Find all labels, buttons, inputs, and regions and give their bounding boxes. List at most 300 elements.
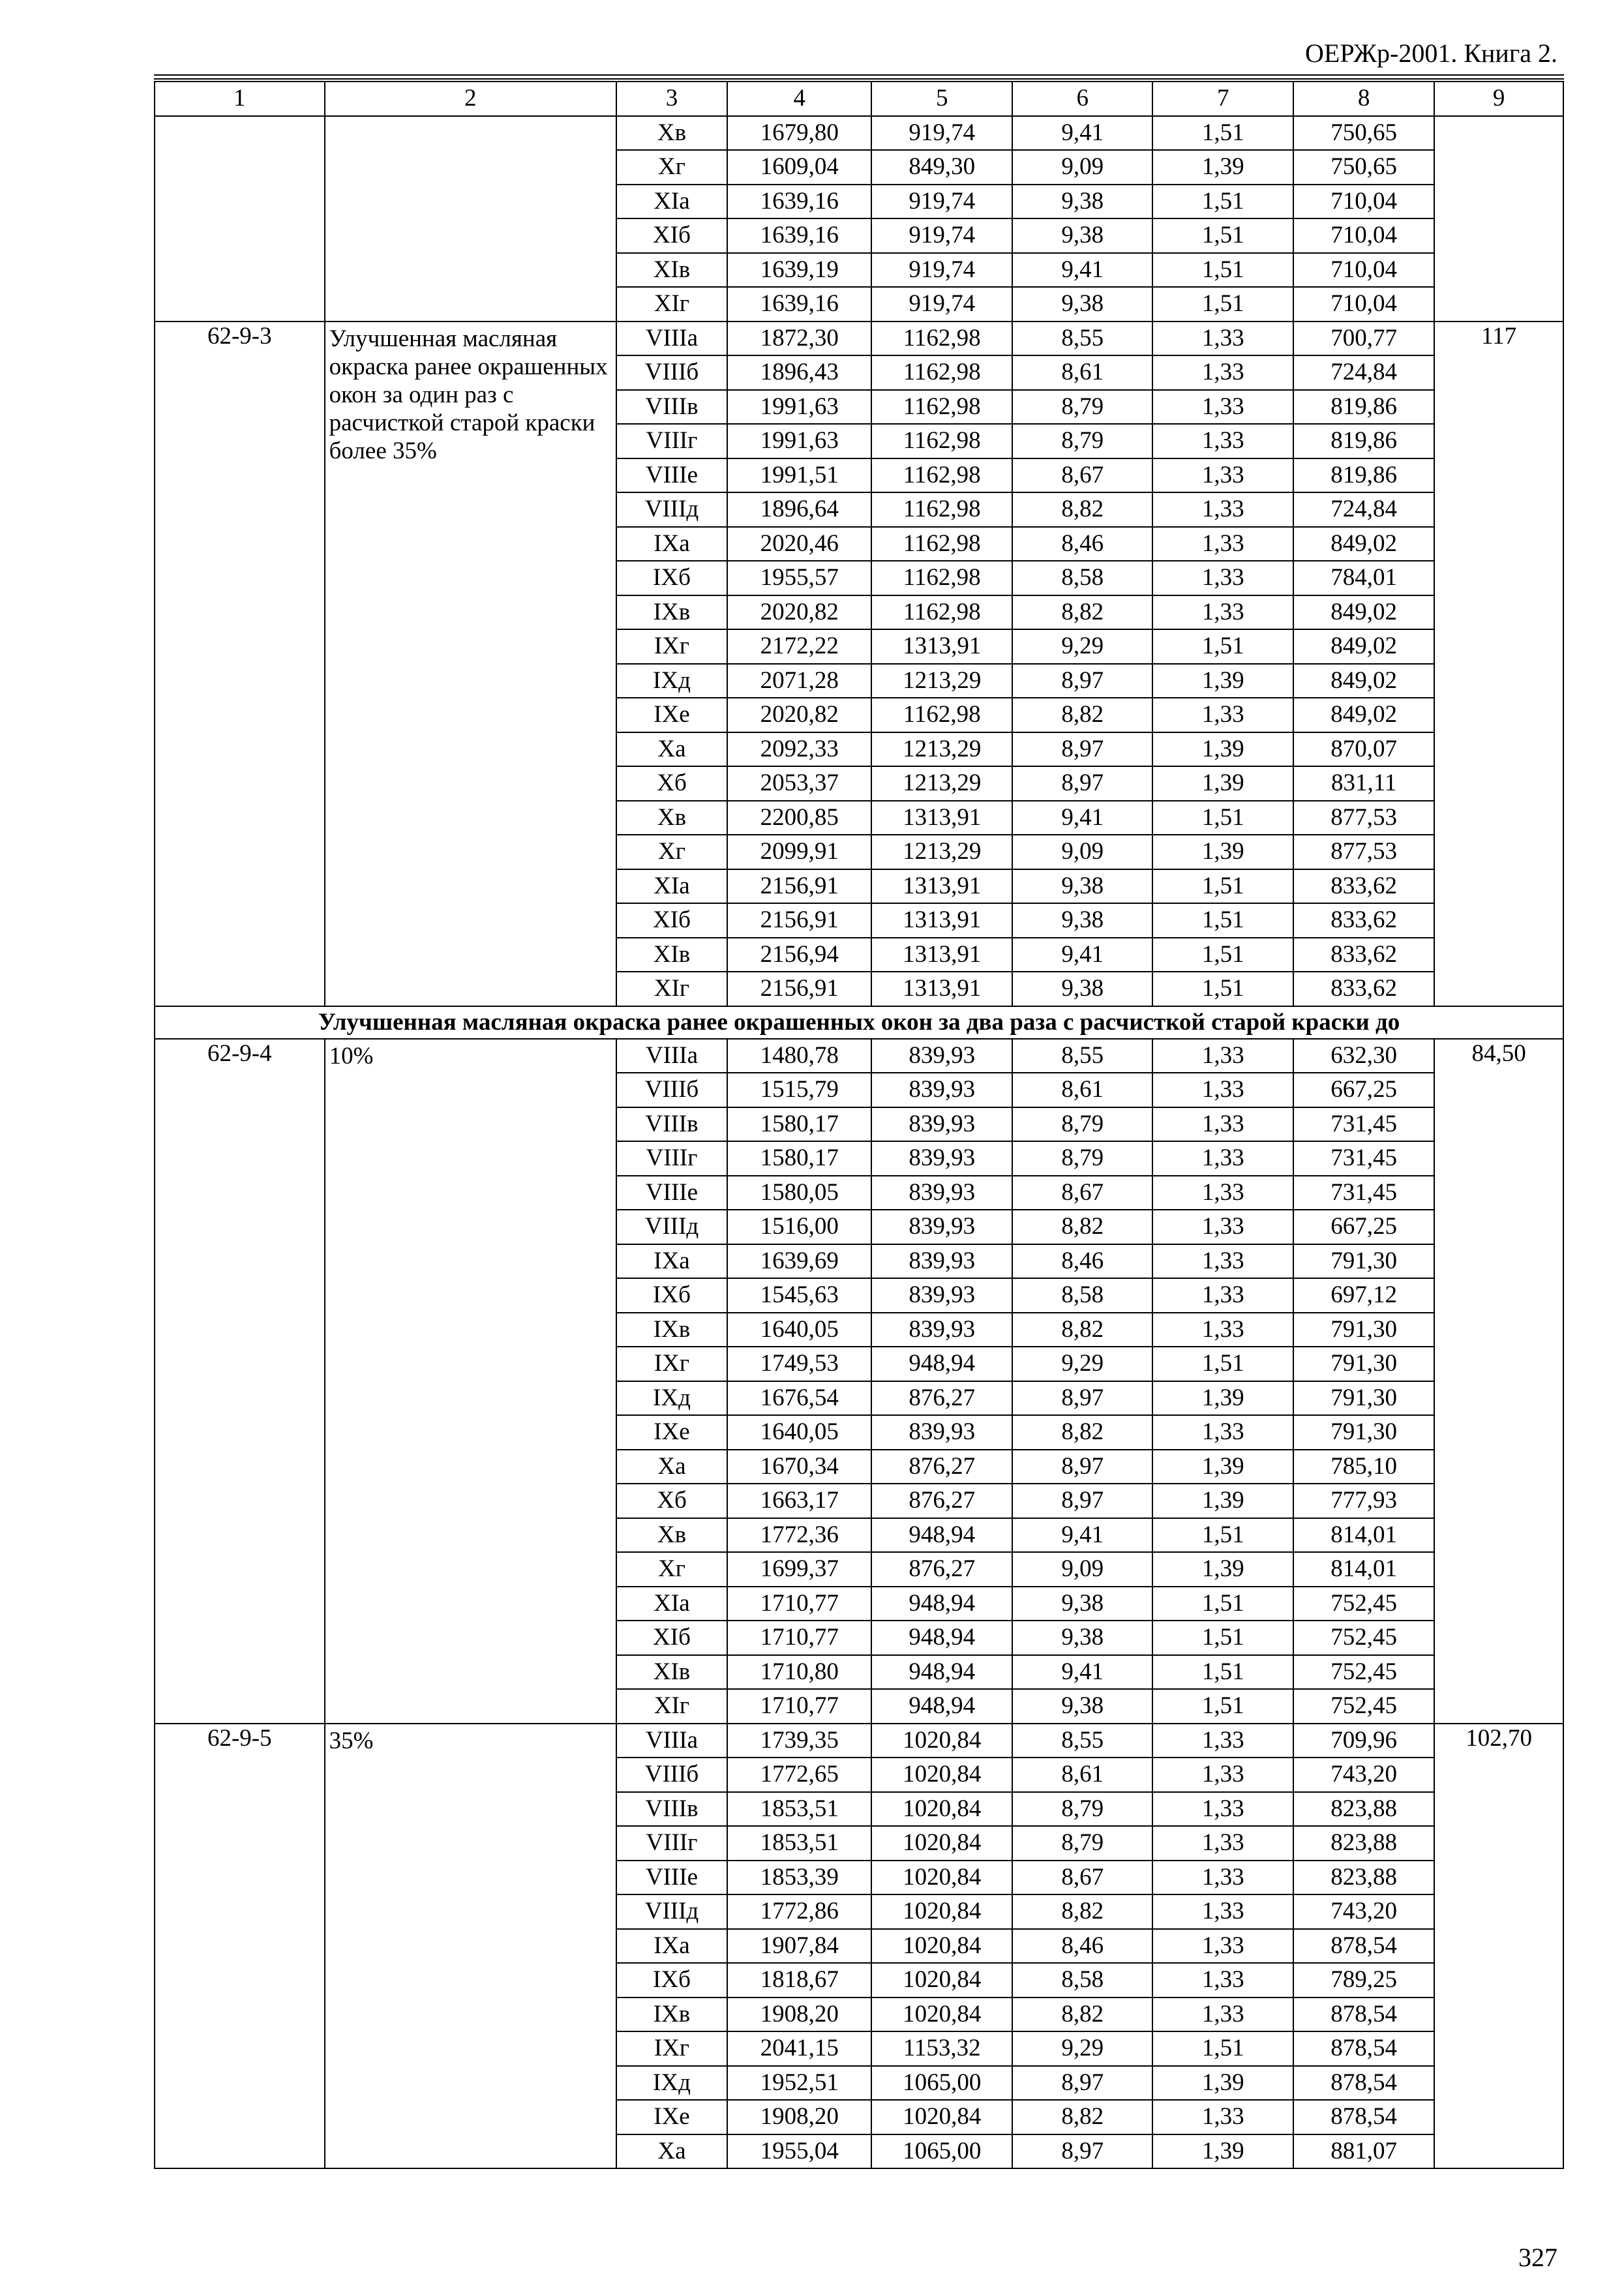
materials-cell: 697,12 bbox=[1293, 1278, 1434, 1313]
zone-cell: VIIIг bbox=[616, 424, 727, 458]
direct-costs-cell: 1739,35 bbox=[727, 1724, 871, 1758]
operator-wages-cell: 1,51 bbox=[1152, 938, 1293, 972]
zone-cell: XIг bbox=[616, 1689, 727, 1724]
zone-cell: VIIIв bbox=[616, 1792, 727, 1827]
direct-costs-cell: 2156,91 bbox=[727, 869, 871, 904]
operator-wages-cell: 1,39 bbox=[1152, 664, 1293, 698]
zone-cell: VIIIa bbox=[616, 322, 727, 356]
operator-wages-cell: 1,33 bbox=[1152, 492, 1293, 527]
column-number: 9 bbox=[1434, 82, 1563, 116]
zone-cell: IXг bbox=[616, 1347, 727, 1381]
wages-cell: 1162,98 bbox=[871, 390, 1012, 425]
zone-cell: VIIIг bbox=[616, 1826, 727, 1861]
materials-cell: 823,88 bbox=[1293, 1826, 1434, 1861]
materials-cell: 819,86 bbox=[1293, 390, 1434, 425]
materials-cell: 791,30 bbox=[1293, 1244, 1434, 1279]
zone-cell: XIб bbox=[616, 218, 727, 253]
wages-cell: 1020,84 bbox=[871, 1861, 1012, 1895]
machine-costs-cell: 9,41 bbox=[1012, 116, 1152, 151]
wages-cell: 1020,84 bbox=[871, 1997, 1012, 2032]
wages-cell: 948,94 bbox=[871, 1621, 1012, 1655]
materials-cell: 849,02 bbox=[1293, 595, 1434, 630]
materials-cell: 849,02 bbox=[1293, 698, 1434, 732]
direct-costs-cell: 1639,69 bbox=[727, 1244, 871, 1279]
materials-cell: 878,54 bbox=[1293, 2031, 1434, 2066]
operator-wages-cell: 1,33 bbox=[1152, 1415, 1293, 1450]
zone-cell: XIв bbox=[616, 938, 727, 972]
wages-cell: 839,93 bbox=[871, 1244, 1012, 1279]
zone-cell: VIIIe bbox=[616, 1176, 727, 1210]
machine-costs-cell: 9,09 bbox=[1012, 835, 1152, 869]
item-description bbox=[325, 116, 616, 322]
wages-cell: 1162,98 bbox=[871, 595, 1012, 630]
materials-cell: 877,53 bbox=[1293, 801, 1434, 835]
machine-costs-cell: 8,97 bbox=[1012, 2066, 1152, 2101]
zone-cell: IXa bbox=[616, 527, 727, 561]
direct-costs-cell: 2200,85 bbox=[727, 801, 871, 835]
operator-wages-cell: 1,51 bbox=[1152, 972, 1293, 1006]
materials-cell: 833,62 bbox=[1293, 972, 1434, 1006]
machine-costs-cell: 9,41 bbox=[1012, 938, 1152, 972]
wages-cell: 1313,91 bbox=[871, 629, 1012, 664]
zone-cell: VIIIa bbox=[616, 1039, 727, 1073]
direct-costs-cell: 1772,36 bbox=[727, 1518, 871, 1553]
section-title: Улучшенная масляная окраска ранее окрашенных окон за два раза с расчисткой старой краски до bbox=[155, 1006, 1563, 1039]
wages-cell: 839,93 bbox=[871, 1313, 1012, 1347]
column-number: 6 bbox=[1012, 82, 1152, 116]
zone-cell: Хг bbox=[616, 1552, 727, 1587]
zone-cell: IXб bbox=[616, 561, 727, 595]
operator-wages-cell: 1,33 bbox=[1152, 1826, 1293, 1861]
direct-costs-cell: 2053,37 bbox=[727, 766, 871, 801]
operator-wages-cell: 1,33 bbox=[1152, 1313, 1293, 1347]
operator-wages-cell: 1,33 bbox=[1152, 1176, 1293, 1210]
zone-cell: IXд bbox=[616, 1381, 727, 1416]
machine-costs-cell: 9,41 bbox=[1012, 801, 1152, 835]
materials-cell: 700,77 bbox=[1293, 322, 1434, 356]
zone-cell: Xa bbox=[616, 732, 727, 767]
materials-cell: 789,25 bbox=[1293, 1963, 1434, 1997]
direct-costs-cell: 1991,63 bbox=[727, 424, 871, 458]
direct-costs-cell: 2020,82 bbox=[727, 698, 871, 732]
item-code bbox=[155, 116, 325, 322]
machine-costs-cell: 9,29 bbox=[1012, 1347, 1152, 1381]
zone-cell: XIб bbox=[616, 1621, 727, 1655]
machine-costs-cell: 8,55 bbox=[1012, 1039, 1152, 1073]
machine-costs-cell: 9,41 bbox=[1012, 1655, 1152, 1690]
machine-costs-cell: 9,38 bbox=[1012, 1689, 1152, 1724]
wages-cell: 1162,98 bbox=[871, 458, 1012, 493]
wages-cell: 839,93 bbox=[871, 1210, 1012, 1244]
operator-wages-cell: 1,51 bbox=[1152, 1347, 1293, 1381]
wages-cell: 1313,91 bbox=[871, 903, 1012, 938]
machine-costs-cell: 8,55 bbox=[1012, 322, 1152, 356]
machine-costs-cell: 8,97 bbox=[1012, 1381, 1152, 1416]
direct-costs-cell: 1663,17 bbox=[727, 1484, 871, 1518]
operator-wages-cell: 1,51 bbox=[1152, 1621, 1293, 1655]
machine-costs-cell: 8,97 bbox=[1012, 1484, 1152, 1518]
operator-wages-cell: 1,51 bbox=[1152, 2031, 1293, 2066]
column-number: 1 bbox=[155, 82, 325, 116]
direct-costs-cell: 2020,82 bbox=[727, 595, 871, 630]
price-table-container bbox=[154, 81, 1564, 2169]
materials-cell: 878,54 bbox=[1293, 1929, 1434, 1964]
operator-wages-cell: 1,33 bbox=[1152, 561, 1293, 595]
operator-wages-cell: 1,33 bbox=[1152, 698, 1293, 732]
wages-cell: 1213,29 bbox=[871, 732, 1012, 767]
direct-costs-cell: 1896,43 bbox=[727, 355, 871, 390]
zone-cell: VIIIв bbox=[616, 1107, 727, 1142]
wages-cell: 1020,84 bbox=[871, 1724, 1012, 1758]
direct-costs-cell: 2020,46 bbox=[727, 527, 871, 561]
wages-cell: 839,93 bbox=[871, 1039, 1012, 1073]
zone-cell: VIIIб bbox=[616, 1758, 727, 1792]
wages-cell: 1313,91 bbox=[871, 869, 1012, 904]
wages-cell: 1153,32 bbox=[871, 2031, 1012, 2066]
direct-costs-cell: 1639,16 bbox=[727, 287, 871, 322]
direct-costs-cell: 2041,15 bbox=[727, 2031, 871, 2066]
wages-cell: 1065,00 bbox=[871, 2134, 1012, 2169]
wages-cell: 1162,98 bbox=[871, 492, 1012, 527]
direct-costs-cell: 2156,91 bbox=[727, 903, 871, 938]
direct-costs-cell: 1679,80 bbox=[727, 116, 871, 151]
materials-cell: 710,04 bbox=[1293, 218, 1434, 253]
materials-cell: 819,86 bbox=[1293, 458, 1434, 493]
zone-cell: Хв bbox=[616, 801, 727, 835]
machine-costs-cell: 8,82 bbox=[1012, 595, 1152, 630]
materials-cell: 724,84 bbox=[1293, 355, 1434, 390]
materials-cell: 667,25 bbox=[1293, 1210, 1434, 1244]
zone-cell: VIIIд bbox=[616, 1210, 727, 1244]
zone-cell: IXб bbox=[616, 1278, 727, 1313]
wages-cell: 1020,84 bbox=[871, 1963, 1012, 1997]
zone-cell: Хв bbox=[616, 1518, 727, 1553]
unit-price: 102,70 bbox=[1434, 1724, 1563, 2169]
zone-cell: Хг bbox=[616, 150, 727, 185]
machine-costs-cell: 8,58 bbox=[1012, 1278, 1152, 1313]
zone-cell: IXa bbox=[616, 1244, 727, 1279]
wages-cell: 948,94 bbox=[871, 1655, 1012, 1690]
machine-costs-cell: 8,79 bbox=[1012, 1792, 1152, 1827]
materials-cell: 724,84 bbox=[1293, 492, 1434, 527]
zone-cell: IXг bbox=[616, 629, 727, 664]
materials-cell: 731,45 bbox=[1293, 1176, 1434, 1210]
machine-costs-cell: 8,46 bbox=[1012, 527, 1152, 561]
wages-cell: 876,27 bbox=[871, 1484, 1012, 1518]
zone-cell: IXб bbox=[616, 1963, 727, 1997]
materials-cell: 878,54 bbox=[1293, 2100, 1434, 2134]
wages-cell: 919,74 bbox=[871, 218, 1012, 253]
direct-costs-cell: 1907,84 bbox=[727, 1929, 871, 1964]
page-number: 327 bbox=[1518, 2243, 1557, 2272]
materials-cell: 870,07 bbox=[1293, 732, 1434, 767]
wages-cell: 1162,98 bbox=[871, 322, 1012, 356]
zone-cell: Хв bbox=[616, 116, 727, 151]
zone-cell: IXe bbox=[616, 2100, 727, 2134]
machine-costs-cell: 8,82 bbox=[1012, 698, 1152, 732]
wages-cell: 948,94 bbox=[871, 1587, 1012, 1621]
machine-costs-cell: 8,67 bbox=[1012, 1176, 1152, 1210]
zone-cell: VIIIб bbox=[616, 355, 727, 390]
machine-costs-cell: 9,38 bbox=[1012, 972, 1152, 1006]
operator-wages-cell: 1,33 bbox=[1152, 1141, 1293, 1176]
machine-costs-cell: 8,46 bbox=[1012, 1929, 1152, 1964]
table-body bbox=[155, 116, 1563, 2169]
machine-costs-cell: 8,82 bbox=[1012, 492, 1152, 527]
operator-wages-cell: 1,51 bbox=[1152, 629, 1293, 664]
materials-cell: 878,54 bbox=[1293, 1997, 1434, 2032]
wages-cell: 948,94 bbox=[871, 1518, 1012, 1553]
materials-cell: 667,25 bbox=[1293, 1073, 1434, 1107]
wages-cell: 1162,98 bbox=[871, 527, 1012, 561]
wages-cell: 839,93 bbox=[871, 1073, 1012, 1107]
wages-cell: 1020,84 bbox=[871, 2100, 1012, 2134]
materials-cell: 849,02 bbox=[1293, 629, 1434, 664]
direct-costs-cell: 1955,04 bbox=[727, 2134, 871, 2169]
section-title-row bbox=[155, 1006, 1563, 1039]
wages-cell: 919,74 bbox=[871, 185, 1012, 219]
zone-cell: IXe bbox=[616, 698, 727, 732]
zone-cell: IXд bbox=[616, 664, 727, 698]
materials-cell: 752,45 bbox=[1293, 1621, 1434, 1655]
materials-cell: 784,01 bbox=[1293, 561, 1434, 595]
operator-wages-cell: 1,51 bbox=[1152, 1518, 1293, 1553]
item-code: 62-9-3 bbox=[155, 322, 325, 1006]
wages-cell: 876,27 bbox=[871, 1381, 1012, 1416]
materials-cell: 791,30 bbox=[1293, 1381, 1434, 1416]
zone-cell: VIIIд bbox=[616, 1894, 727, 1929]
direct-costs-cell: 2099,91 bbox=[727, 835, 871, 869]
machine-costs-cell: 8,55 bbox=[1012, 1724, 1152, 1758]
direct-costs-cell: 1710,80 bbox=[727, 1655, 871, 1690]
machine-costs-cell: 9,09 bbox=[1012, 1552, 1152, 1587]
direct-costs-cell: 1545,63 bbox=[727, 1278, 871, 1313]
zone-cell: XIг bbox=[616, 972, 727, 1006]
wages-cell: 948,94 bbox=[871, 1689, 1012, 1724]
materials-cell: 750,65 bbox=[1293, 150, 1434, 185]
wages-cell: 1020,84 bbox=[871, 1758, 1012, 1792]
machine-costs-cell: 9,38 bbox=[1012, 287, 1152, 322]
operator-wages-cell: 1,51 bbox=[1152, 869, 1293, 904]
materials-cell: 743,20 bbox=[1293, 1894, 1434, 1929]
wages-cell: 948,94 bbox=[871, 1347, 1012, 1381]
direct-costs-cell: 1639,19 bbox=[727, 253, 871, 288]
zone-cell: VIIIд bbox=[616, 492, 727, 527]
machine-costs-cell: 8,82 bbox=[1012, 1313, 1152, 1347]
direct-costs-cell: 1640,05 bbox=[727, 1415, 871, 1450]
machine-costs-cell: 8,97 bbox=[1012, 2134, 1152, 2169]
direct-costs-cell: 1670,34 bbox=[727, 1450, 871, 1484]
operator-wages-cell: 1,39 bbox=[1152, 1484, 1293, 1518]
operator-wages-cell: 1,51 bbox=[1152, 185, 1293, 219]
operator-wages-cell: 1,39 bbox=[1152, 150, 1293, 185]
direct-costs-cell: 1609,04 bbox=[727, 150, 871, 185]
wages-cell: 1313,91 bbox=[871, 801, 1012, 835]
table-row bbox=[155, 322, 1563, 356]
wages-cell: 1162,98 bbox=[871, 561, 1012, 595]
machine-costs-cell: 8,67 bbox=[1012, 458, 1152, 493]
wages-cell: 1162,98 bbox=[871, 698, 1012, 732]
zone-cell: XIa bbox=[616, 869, 727, 904]
materials-cell: 823,88 bbox=[1293, 1792, 1434, 1827]
machine-costs-cell: 8,61 bbox=[1012, 1758, 1152, 1792]
operator-wages-cell: 1,39 bbox=[1152, 766, 1293, 801]
operator-wages-cell: 1,33 bbox=[1152, 1244, 1293, 1279]
direct-costs-cell: 1896,64 bbox=[727, 492, 871, 527]
direct-costs-cell: 2092,33 bbox=[727, 732, 871, 767]
direct-costs-cell: 1639,16 bbox=[727, 185, 871, 219]
item-code: 62-9-5 bbox=[155, 1724, 325, 2169]
direct-costs-cell: 1853,51 bbox=[727, 1826, 871, 1861]
operator-wages-cell: 1,33 bbox=[1152, 390, 1293, 425]
direct-costs-cell: 1676,54 bbox=[727, 1381, 871, 1416]
machine-costs-cell: 9,38 bbox=[1012, 903, 1152, 938]
materials-cell: 632,30 bbox=[1293, 1039, 1434, 1073]
zone-cell: Хг bbox=[616, 835, 727, 869]
machine-costs-cell: 8,79 bbox=[1012, 1826, 1152, 1861]
operator-wages-cell: 1,51 bbox=[1152, 801, 1293, 835]
wages-cell: 1020,84 bbox=[871, 1826, 1012, 1861]
operator-wages-cell: 1,39 bbox=[1152, 1450, 1293, 1484]
wages-cell: 1313,91 bbox=[871, 972, 1012, 1006]
operator-wages-cell: 1,51 bbox=[1152, 903, 1293, 938]
operator-wages-cell: 1,33 bbox=[1152, 1792, 1293, 1827]
operator-wages-cell: 1,33 bbox=[1152, 1929, 1293, 1964]
materials-cell: 750,65 bbox=[1293, 116, 1434, 151]
machine-costs-cell: 9,41 bbox=[1012, 253, 1152, 288]
column-number-row bbox=[155, 82, 1563, 116]
direct-costs-cell: 1772,86 bbox=[727, 1894, 871, 1929]
materials-cell: 823,88 bbox=[1293, 1861, 1434, 1895]
materials-cell: 833,62 bbox=[1293, 869, 1434, 904]
zone-cell: Xб bbox=[616, 1484, 727, 1518]
operator-wages-cell: 1,33 bbox=[1152, 595, 1293, 630]
direct-costs-cell: 1772,65 bbox=[727, 1758, 871, 1792]
direct-costs-cell: 2071,28 bbox=[727, 664, 871, 698]
operator-wages-cell: 1,39 bbox=[1152, 835, 1293, 869]
operator-wages-cell: 1,33 bbox=[1152, 1894, 1293, 1929]
zone-cell: Xб bbox=[616, 766, 727, 801]
zone-cell: VIIIe bbox=[616, 458, 727, 493]
zone-cell: XIa bbox=[616, 185, 727, 219]
wages-cell: 1213,29 bbox=[871, 766, 1012, 801]
direct-costs-cell: 1580,05 bbox=[727, 1176, 871, 1210]
machine-costs-cell: 9,29 bbox=[1012, 2031, 1152, 2066]
materials-cell: 833,62 bbox=[1293, 903, 1434, 938]
operator-wages-cell: 1,33 bbox=[1152, 1997, 1293, 2032]
direct-costs-cell: 1699,37 bbox=[727, 1552, 871, 1587]
operator-wages-cell: 1,39 bbox=[1152, 1552, 1293, 1587]
direct-costs-cell: 1853,51 bbox=[727, 1792, 871, 1827]
materials-cell: 819,86 bbox=[1293, 424, 1434, 458]
materials-cell: 791,30 bbox=[1293, 1415, 1434, 1450]
materials-cell: 709,96 bbox=[1293, 1724, 1434, 1758]
zone-cell: Xa bbox=[616, 1450, 727, 1484]
machine-costs-cell: 9,38 bbox=[1012, 218, 1152, 253]
operator-wages-cell: 1,39 bbox=[1152, 2066, 1293, 2101]
machine-costs-cell: 8,82 bbox=[1012, 1997, 1152, 2032]
direct-costs-cell: 1710,77 bbox=[727, 1621, 871, 1655]
operator-wages-cell: 1,33 bbox=[1152, 1210, 1293, 1244]
operator-wages-cell: 1,51 bbox=[1152, 1587, 1293, 1621]
operator-wages-cell: 1,51 bbox=[1152, 116, 1293, 151]
wages-cell: 919,74 bbox=[871, 253, 1012, 288]
direct-costs-cell: 1710,77 bbox=[727, 1689, 871, 1724]
machine-costs-cell: 8,82 bbox=[1012, 1894, 1152, 1929]
machine-costs-cell: 8,46 bbox=[1012, 1244, 1152, 1279]
zone-cell: VIIIe bbox=[616, 1861, 727, 1895]
header-rule-bottom bbox=[154, 78, 1564, 80]
direct-costs-cell: 2172,22 bbox=[727, 629, 871, 664]
zone-cell: IXa bbox=[616, 1929, 727, 1964]
operator-wages-cell: 1,51 bbox=[1152, 1655, 1293, 1690]
materials-cell: 777,93 bbox=[1293, 1484, 1434, 1518]
materials-cell: 877,53 bbox=[1293, 835, 1434, 869]
operator-wages-cell: 1,33 bbox=[1152, 1758, 1293, 1792]
machine-costs-cell: 8,79 bbox=[1012, 1107, 1152, 1142]
zone-cell: IXд bbox=[616, 2066, 727, 2101]
zone-cell: XIa bbox=[616, 1587, 727, 1621]
table-row bbox=[155, 1039, 1563, 1073]
materials-cell: 881,07 bbox=[1293, 2134, 1434, 2169]
wages-cell: 839,93 bbox=[871, 1415, 1012, 1450]
wages-cell: 1020,84 bbox=[871, 1894, 1012, 1929]
direct-costs-cell: 2156,91 bbox=[727, 972, 871, 1006]
zone-cell: VIIIa bbox=[616, 1724, 727, 1758]
header-rule-top bbox=[154, 74, 1564, 76]
operator-wages-cell: 1,51 bbox=[1152, 1689, 1293, 1724]
operator-wages-cell: 1,33 bbox=[1152, 1039, 1293, 1073]
machine-costs-cell: 9,38 bbox=[1012, 185, 1152, 219]
machine-costs-cell: 8,79 bbox=[1012, 390, 1152, 425]
operator-wages-cell: 1,33 bbox=[1152, 322, 1293, 356]
column-number: 4 bbox=[727, 82, 871, 116]
machine-costs-cell: 8,79 bbox=[1012, 1141, 1152, 1176]
wages-cell: 1162,98 bbox=[871, 424, 1012, 458]
zone-cell: XIб bbox=[616, 903, 727, 938]
direct-costs-cell: 1908,20 bbox=[727, 2100, 871, 2134]
operator-wages-cell: 1,33 bbox=[1152, 458, 1293, 493]
running-header: ОЕРЖр-2001. Книга 2. bbox=[1305, 38, 1557, 68]
wages-cell: 839,93 bbox=[871, 1278, 1012, 1313]
zone-cell: XIв bbox=[616, 253, 727, 288]
materials-cell: 731,45 bbox=[1293, 1141, 1434, 1176]
wages-cell: 876,27 bbox=[871, 1450, 1012, 1484]
zone-cell: IXв bbox=[616, 1313, 727, 1347]
machine-costs-cell: 8,67 bbox=[1012, 1861, 1152, 1895]
direct-costs-cell: 1640,05 bbox=[727, 1313, 871, 1347]
table-row bbox=[155, 116, 1563, 151]
wages-cell: 919,74 bbox=[871, 287, 1012, 322]
wages-cell: 839,93 bbox=[871, 1176, 1012, 1210]
materials-cell: 849,02 bbox=[1293, 527, 1434, 561]
column-number: 7 bbox=[1152, 82, 1293, 116]
direct-costs-cell: 1580,17 bbox=[727, 1107, 871, 1142]
machine-costs-cell: 8,58 bbox=[1012, 561, 1152, 595]
materials-cell: 752,45 bbox=[1293, 1655, 1434, 1690]
zone-cell: Xa bbox=[616, 2134, 727, 2169]
direct-costs-cell: 1853,39 bbox=[727, 1861, 871, 1895]
direct-costs-cell: 1955,57 bbox=[727, 561, 871, 595]
machine-costs-cell: 8,61 bbox=[1012, 1073, 1152, 1107]
zone-cell: IXв bbox=[616, 595, 727, 630]
machine-costs-cell: 9,41 bbox=[1012, 1518, 1152, 1553]
machine-costs-cell: 8,82 bbox=[1012, 2100, 1152, 2134]
operator-wages-cell: 1,33 bbox=[1152, 1963, 1293, 1997]
wages-cell: 1020,84 bbox=[871, 1792, 1012, 1827]
machine-costs-cell: 8,97 bbox=[1012, 732, 1152, 767]
zone-cell: IXв bbox=[616, 1997, 727, 2032]
